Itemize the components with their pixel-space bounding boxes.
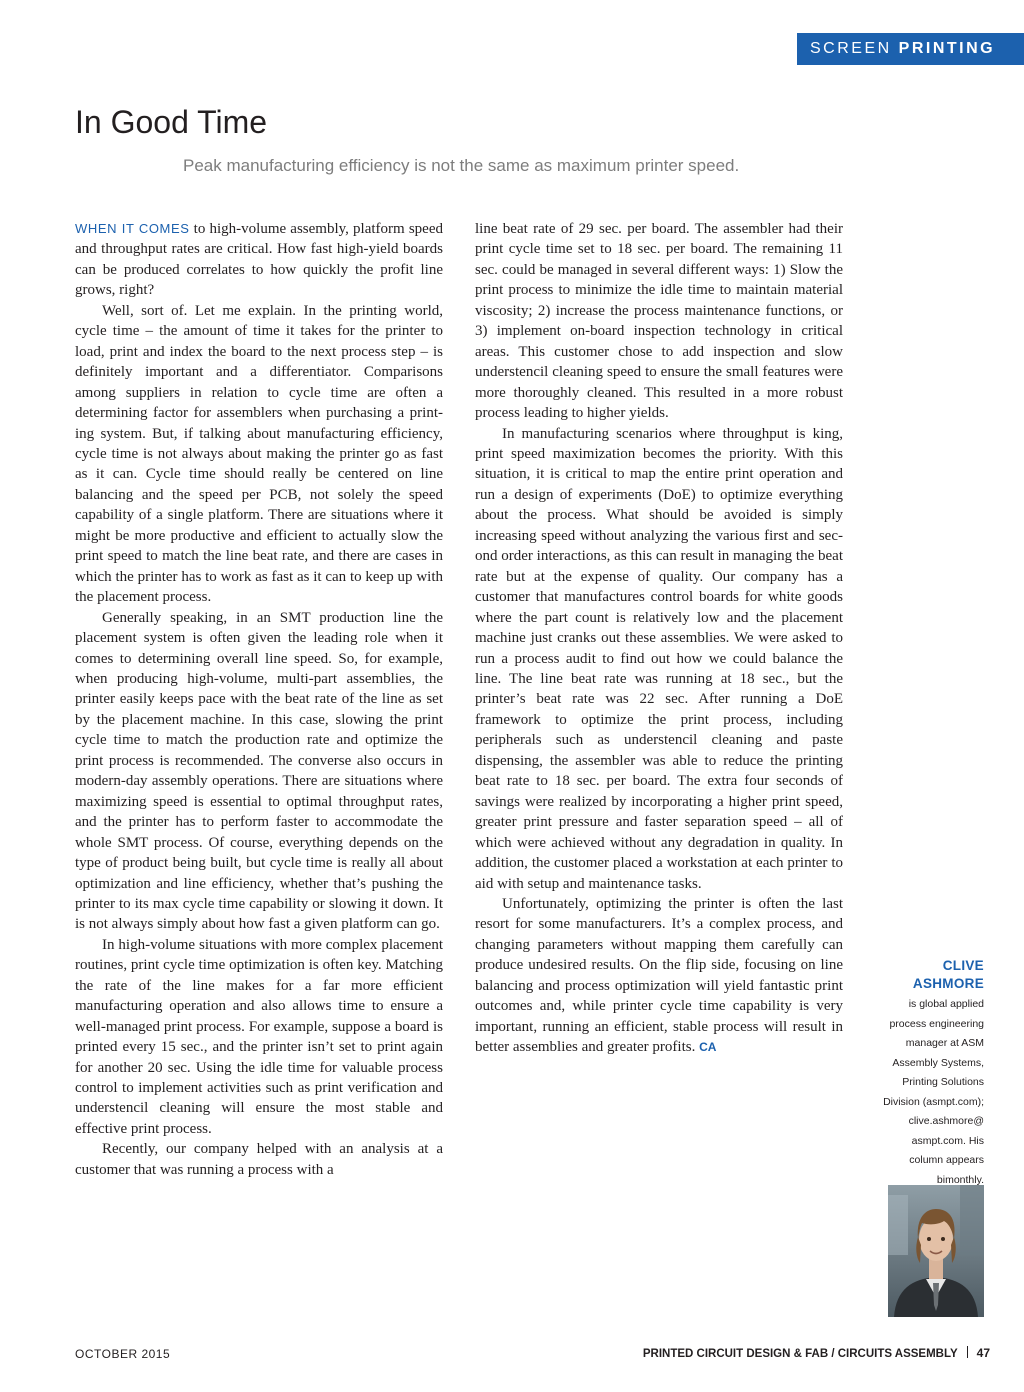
author-bio: is global applied process engineering manager at ASM Assembly Systems, Printing Solutions Division (asmpt.com); clive.ashmore@ asmpt.com. His column appears bimonthly. [883,998,984,1186]
article-paragraph: In high-volume situations with more complex placement routines, print cycle time optimization is often key. Matching the rate of the line makes for a far more efficient manufacturing operation and also allows time to ensure a well-managed print process. For example, suppose a board is printed every 15 sec., and the printer isn’t set to print again for another 20 sec. Using the idle time for valuable process control to implement activities such as print verification and understencil cleaning will ensure the most stable and effective print process. [75,936,443,1137]
article-title: In Good Time [75,104,268,140]
footer-publication: PRINTED CIRCUIT DESIGN & FAB / CIRCUITS ASSEMBLY [642,1348,958,1360]
article-column-right [475,219,843,1058]
section-tab-bold: PRINTING [898,40,996,57]
article-paragraph: Generally speaking, in an SMT production line the placement system is often given the leading role when it comes to determining overall line speed. So, for example, when producing high-volume, multi-part assemblies, the printer easily keeps pace with the beat rate of the line as set by the placement machine. In this case, slowing the print cycle time to match the production rate and optimize the print process is recommended. The converse also occurs in modern-day assembly operations. There are situations where maximizing speed is essential to optimal throughput rates, and the printer has to perform faster to accommodate the whole SMT process. Of course, everything depends on the type of product being built, but cycle time is really all about optimization and line efficiency, whether that’s pushing the printer to its max cycle time capability or slowing it down. It is not always simply about how fast a given platform can go. [75,609,443,933]
article-paragraph: Recently, our company helped with an analysis at a customer that was running a process with a [75,1141,443,1178]
article-paragraph [75,219,443,301]
end-mark: CA [699,1040,717,1055]
article-paragraph: In manufacturing scenarios where throughput is king, print speed maximization becomes the priority. With this situation, it is critical to map the entire print operation and run a design of experiments (DoE) to optimize everything about the process. What should be avoided is simply increasing speed without analyzing the various first and second order interactions, as this can result in managing the beat rate but at the expense of quality. Our company has a customer that manufactures control boards for white goods where the part count is relatively low and the placement machine just cranks out these assemblies. We were asked to run a process audit to find out how we could balance the line. The line beat rate was running at 18 sec., but the printer’s beat rate was 22 sec. After running a DoE framework to optimize the print process, including peripherals such as understencil cleaning and paste dispensing, the assembler was able to reduce the printing beat rate to 18 sec. per board. The extra four seconds of savings were realized by incorporating a higher print speed, greater print pressure and faster separation speed – all of which were achieved without any degradation in quality. In addition, the customer placed a workstation at each printer to aid with setup and maintenance tasks. [475,425,843,892]
author-photo [888,1185,984,1317]
paragraph-text: Unfortunately, optimizing the printer is often the last resort for some manufacturers. It’s a complex process, and changing parameters without mapping them carefully can produce undesired results. On the flip side, focusing on line balancing and process optimization will yield fantastic print outcomes and, while printer cycle time capability is very important, running an efficient, stable process will result in better assemblies and greater profits. [475,895,843,1056]
section-tab [797,33,1024,65]
footer-date: OCTOBER 2015 [75,1347,171,1361]
section-tab-light: SCREEN [810,40,892,57]
author-portrait-icon [888,1185,984,1317]
lead-in: WHEN IT COMES [75,221,190,236]
article-deck: Peak manufacturing efficiency is not the same as maximum printer speed. [183,156,740,175]
page-number: 47 [976,1346,990,1360]
article-column-left [75,219,443,1180]
author-box [880,957,990,1190]
article-paragraph: Well, sort of. Let me explain. In the printing world, cycle time – the amount of time it takes for the printer to load, print and index the board to the next process step – is definitely important and a differentiator. Comparisons among suppliers in relation to cycle time are often a determining factor for assemblers when purchasing a printing system. But, if talking about manufacturing efficiency, cycle time is not always about making the printer go as fast as it can. Cycle time should really be centered on line balancing and the speed per PCB, not solely the speed capability of a single platform. There are situations where it might be more productive and efficient to actually slow the print speed to match the line beat rate, and there are cases in which the printer has to work as fast as it can to keep up with the placement process. [75,302,443,606]
article-paragraph [475,894,843,1058]
author-name: CLIVE ASHMORE [912,958,984,991]
paragraph-text: to high-volume assembly, platform speed and throughput rates are critical. How fast high-yield boards can be produced correlates to how quickly the profit line grows, right? [75,221,443,299]
footer-publication-line [643,1346,990,1360]
footer-divider [967,1346,968,1358]
article-paragraph: line beat rate of 29 sec. per board. The assembler had their print cycle time set to 18 sec. per board. The remaining 11 sec. could be managed in several different ways: 1) Slow the print process to minimize the idle time to maintain material viscosity; 2) increase the process maintenance functions, or 3) implement on-board inspection technology in critical areas. This customer chose to add inspection and slow understencil cleaning speed to ensure the small features were more thoroughly cleaned. This resulted in a more robust process leading to higher yields. [475,221,843,422]
